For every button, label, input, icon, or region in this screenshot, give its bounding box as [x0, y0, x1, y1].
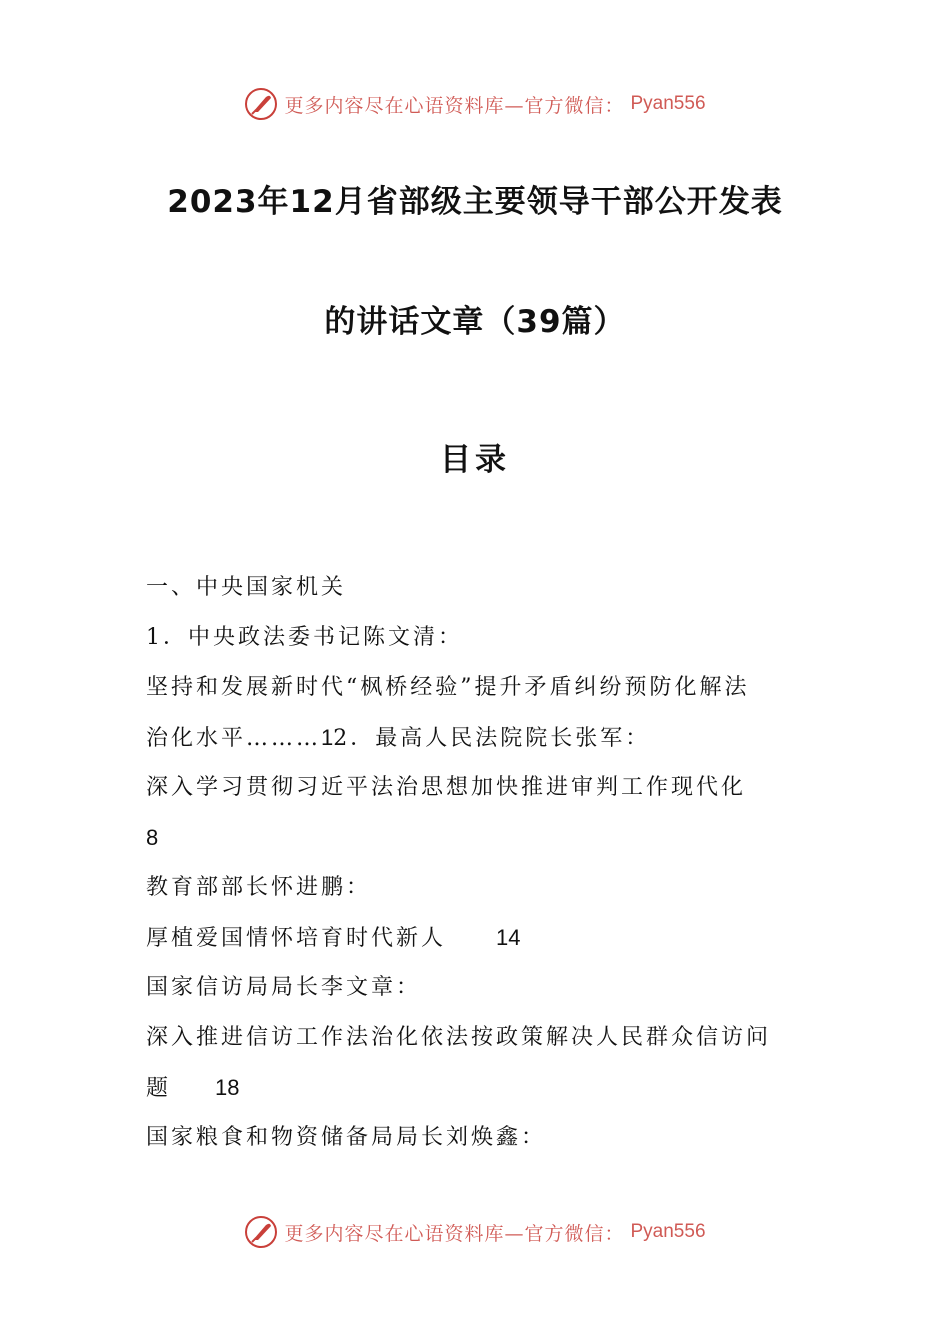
entry-author: 2．最高人民法院院长张军： [333, 726, 651, 751]
quill-pen-logo-icon [244, 1215, 278, 1249]
toc-entry-author [146, 870, 816, 920]
watermark-text: 更多内容尽在心语资料库—官方微信： [284, 1222, 625, 1245]
page-number: 14 [496, 925, 521, 950]
leader-dots: ……… [246, 726, 322, 751]
watermark-text: 更多内容尽在心语资料库—官方微信： [284, 94, 625, 117]
toc-entry-title [146, 770, 816, 820]
toc-section-heading [146, 570, 816, 620]
entry-title: 坚持和发展新时代“枫桥经验”提升矛盾纠纷预防化解法 [146, 675, 750, 700]
entry-title: 深入学习贯彻习近平法治思想加快推进审判工作现代化 [146, 775, 747, 800]
toc-entry-title-continued [146, 720, 816, 770]
table-of-contents [146, 570, 816, 1170]
quill-pen-logo-icon [244, 87, 278, 121]
entry-author: 教育部部长怀进鹏： [146, 875, 372, 900]
watermark-handle: Pyan556 [630, 93, 706, 114]
toc-entry-title [146, 1020, 816, 1070]
toc-entry-page [146, 820, 816, 870]
toc-heading: 目录 [440, 442, 510, 478]
entry-author: 国家信访局局长李文章： [146, 975, 422, 1000]
entry-author: 1．中央政法委书记陈文清： [146, 625, 463, 650]
toc-entry-author [146, 620, 816, 670]
watermark-handle: Pyan556 [630, 1221, 706, 1242]
page-number: 8 [146, 825, 159, 850]
toc-entry-author [146, 970, 816, 1020]
toc-entry-title [146, 920, 816, 970]
entry-title: 题 [146, 1076, 172, 1101]
document-title-line-1: 2023年12月省部级主要领导干部公开发表 [167, 184, 783, 220]
toc-entry-title-continued [146, 1070, 816, 1120]
entry-title: 深入推进信访工作法治化依法按政策解决人民群众信访问 [146, 1025, 772, 1050]
toc-entry-author [146, 1120, 816, 1170]
header-watermark [0, 84, 950, 124]
footer-watermark [0, 1212, 950, 1252]
entry-author: 国家粮食和物资储备局局长刘焕鑫： [146, 1125, 547, 1150]
page-number: 1 [321, 725, 334, 750]
document-title-line-2: 的讲话文章（39篇） [324, 304, 626, 340]
entry-title: 治化水平 [146, 726, 247, 751]
page-number: 18 [215, 1075, 240, 1100]
section-label: 一、中央国家机关 [146, 575, 347, 600]
toc-entry-title [146, 670, 816, 720]
entry-title: 厚植爱国情怀培育时代新人 [146, 926, 447, 951]
